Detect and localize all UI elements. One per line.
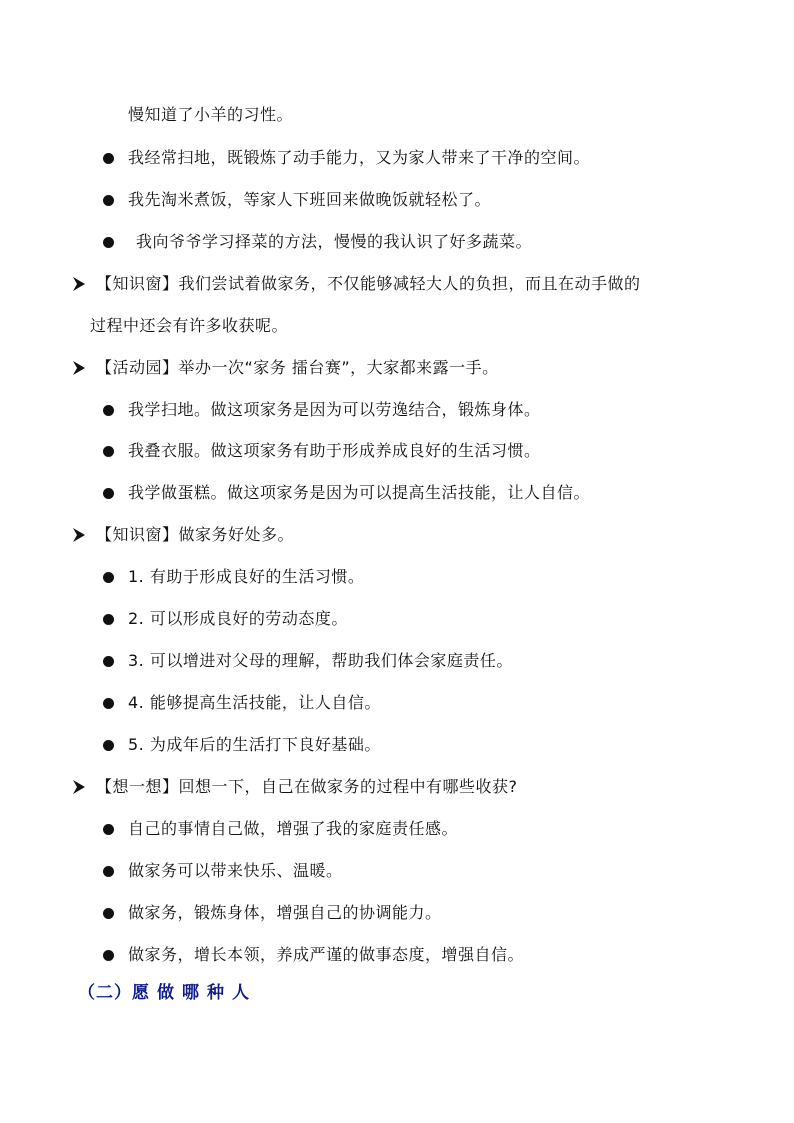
list-item: 4. 能够提高生活技能，让人自信。 (128, 693, 381, 712)
section-heading (78, 982, 257, 1004)
bullet-icon (103, 908, 114, 919)
list-item: 做家务可以带来快乐、温暖。 (128, 861, 343, 880)
bullet-icon (103, 740, 114, 751)
list-item: 1. 有助于形成良好的生活习惯。 (128, 567, 365, 586)
bullet-icon (103, 656, 114, 667)
arrowhead-icon (72, 779, 86, 795)
bullet-icon (103, 950, 114, 961)
section-activity-garden: 【活动园】举办一次“家务 擂台赛”，大家都来露一手。 (96, 358, 499, 377)
heading-char: 做 (157, 983, 175, 1003)
list-item: 我经常扫地，既锻炼了动手能力，又为家人带来了干净的空间。 (128, 148, 591, 167)
bullet-icon (103, 824, 114, 835)
list-item: 做家务，增长本领，养成严谨的做事态度，增强自信。 (128, 945, 525, 964)
list-item: 我向爷爷学习择菜的方法，慢慢的我认识了好多蔬菜。 (136, 232, 533, 251)
section-continuation: 过程中还会有许多收获呢。 (90, 316, 289, 335)
bullet-icon (103, 488, 114, 499)
bullet-icon (103, 698, 114, 709)
list-item: 3. 可以增进对父母的理解，帮助我们体会家庭责任。 (128, 651, 513, 670)
list-item: 自己的事情自己做，增强了我的家庭责任感。 (128, 819, 459, 838)
bullet-icon (103, 237, 114, 248)
list-item: 我先淘米煮饭，等家人下班回来做晚饭就轻松了。 (128, 190, 492, 209)
section-knowledge-window: 【知识窗】我们尝试着做家务，不仅能够减轻大人的负担，而且在动手做的 (96, 274, 641, 293)
heading-prefix: （二） (78, 983, 132, 1003)
bullet-icon (103, 446, 114, 457)
arrowhead-icon (72, 360, 86, 376)
bullet-icon (103, 614, 114, 625)
heading-char: 愿 (132, 983, 150, 1003)
list-item: 做家务，锻炼身体，增强自己的协调能力。 (128, 903, 442, 922)
bullet-icon (103, 153, 114, 164)
list-item: 我叠衣服。做这项家务有助于形成养成良好的生活习惯。 (128, 441, 541, 460)
bullet-icon (103, 866, 114, 877)
arrowhead-icon (72, 527, 86, 543)
list-item: 5. 为成年后的生活打下良好基础。 (128, 735, 381, 754)
bullet-icon (103, 572, 114, 583)
bullet-icon (103, 195, 114, 206)
continuation-text: 慢知道了小羊的习性。 (128, 105, 294, 124)
heading-char: 种 (207, 983, 225, 1003)
section-think: 【想一想】回想一下，自己在做家务的过程中有哪些收获? (96, 777, 518, 796)
list-item: 我学做蛋糕。做这项家务是因为可以提高生活技能，让人自信。 (128, 483, 591, 502)
heading-char: 哪 (182, 983, 200, 1003)
arrowhead-icon (72, 276, 86, 292)
heading-char: 人 (232, 983, 250, 1003)
list-item: 我学扫地。做这项家务是因为可以劳逸结合，锻炼身体。 (128, 400, 541, 419)
section-knowledge-window-benefits: 【知识窗】做家务好处多。 (96, 525, 295, 544)
bullet-icon (103, 405, 114, 416)
list-item: 2. 可以形成良好的劳动态度。 (128, 609, 348, 628)
